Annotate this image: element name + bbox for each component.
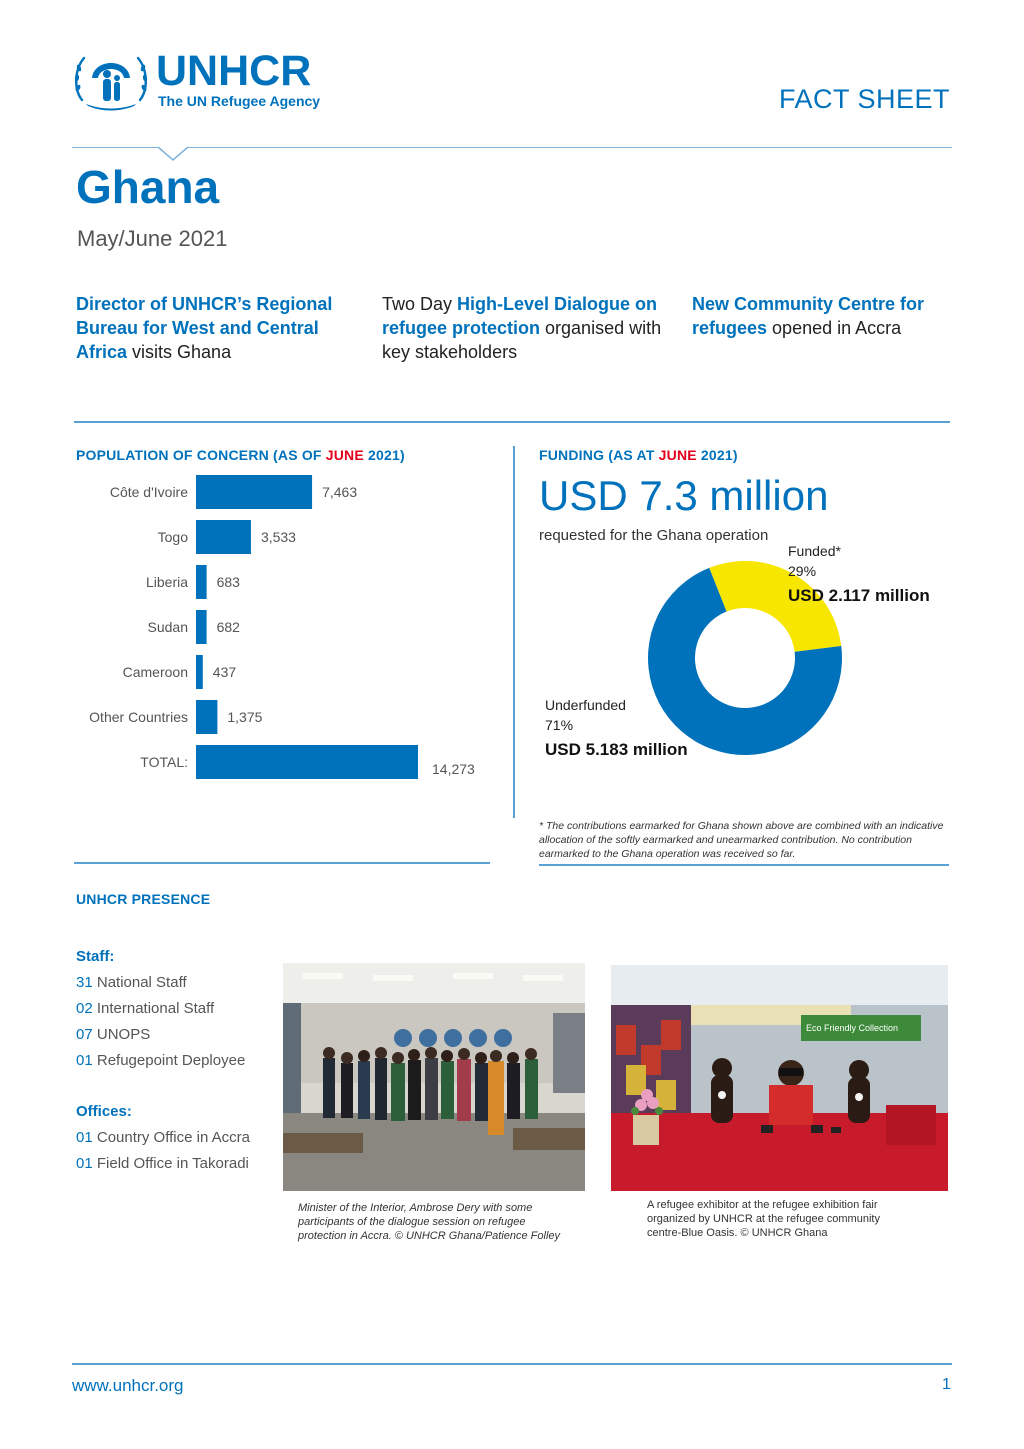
highlight-emphasis: High-Level Dialogue on refugee protection [382,294,658,338]
highlight-text: organised with key stakeholders [382,318,662,362]
presence-heading: UNHCR PRESENCE [76,891,211,907]
underfunded-label: Underfunded [545,697,626,713]
staff-count: 31 [76,974,93,991]
funding-subtitle: requested for the Ghana operation [539,527,769,544]
bar-value-label: 14,273 [432,761,475,777]
underfunded-amount: USD 5.183 million [545,740,688,759]
unhcr-logo [72,46,342,116]
list-item [76,1155,249,1172]
bar-category-label: Sudan [147,619,188,635]
list-item [76,1000,214,1017]
list-item [76,1052,245,1069]
document-type: FACT SHEET [778,84,950,114]
bar-5 [196,700,217,734]
heading-text: 2021) [363,447,405,463]
office-type: Field Office in Takoradi [92,1155,249,1172]
heading-text: POPULATION OF CONCERN (AS OF [76,447,326,463]
office-count: 01 [76,1155,93,1172]
logo-tagline: The UN Refugee Agency [158,93,321,109]
bar-category-label: Cameroon [122,664,188,680]
bar-1 [196,520,251,554]
staff-type: National Staff [92,974,187,991]
bar-value-label: 437 [212,664,237,680]
bar-2 [196,565,207,599]
funding-footnote: * The contributions earmarked for Ghana shown above are combined with an indicative allocation of the softly earmarked and unearmarked contribution. No contribution earmarked to the Ghana operation was received so far. [539,820,944,860]
donut-slice-funded [709,561,841,652]
highlight-emphasis: New Community Centre for refugees [692,294,925,338]
header-divider [72,147,952,148]
office-type: Country Office in Accra [92,1129,250,1146]
heading-text: 2021) [696,447,738,463]
highlight-3 [692,292,974,340]
list-item [76,974,187,991]
bar-category-label: TOTAL: [140,754,188,770]
column-divider [513,446,515,818]
bar-4 [196,655,203,689]
staff-type: Refugepoint Deployee [92,1052,246,1069]
funded-label: Funded* [788,543,841,559]
photo-caption-1: Minister of the Interior, Ambrose Dery with some participants of the dialogue session on refugee protection in Accra. © UNHCR Ghana/Patience Folley [298,1202,561,1242]
bar-category-label: Togo [157,529,188,545]
highlight-1 [76,292,366,364]
heading-text: FUNDING (AS AT [539,447,659,463]
highlight-text: opened in Accra [767,318,902,338]
bar-category-label: Other Countries [89,709,188,725]
bar-0 [196,475,312,509]
highlight-2 [382,292,664,364]
population-bar-chart [60,468,500,788]
highlight-text: visits Ghana [127,342,232,362]
bar-value-label: 1,375 [227,709,263,725]
highlight-text: Two Day [382,294,458,314]
bar-value-label: 683 [216,574,240,590]
unhcr-emblem-icon [72,48,150,110]
page-title: Ghana [76,161,220,213]
bar-6 [196,745,418,779]
funding-heading [539,447,738,463]
heading-month: JUNE [658,447,697,463]
staff-count: 07 [76,1026,93,1043]
bar-category-label: Côte d'Ivoire [109,484,188,500]
bar-value-label: 682 [216,619,240,635]
footer-website-link[interactable]: www.unhcr.org [72,1376,184,1395]
office-count: 01 [76,1129,93,1146]
funding-donut-chart [545,540,1020,770]
bar-value-label: 7,463 [322,484,358,500]
funded-amount: USD 2.117 million [788,586,930,605]
staff-count: 02 [76,1000,93,1017]
heading-month: JUNE [325,447,364,463]
population-heading [76,447,405,463]
page-number: 1 [942,1376,951,1393]
bar-value-label: 3,533 [260,529,296,545]
funded-percent: 29% [788,563,817,579]
staff-type: UNOPS [92,1026,151,1043]
list-item [76,1129,250,1146]
underfunded-percent: 71% [545,717,574,733]
offices-heading: Offices: [76,1103,132,1120]
bar-category-label: Liberia [145,574,188,590]
bar-3 [196,610,207,644]
photo-refugee-exhibitor [611,965,948,1191]
list-item [76,1026,150,1043]
staff-heading: Staff: [76,948,115,965]
exhibition-banner-text: Eco Friendly Collection [806,1023,899,1033]
staff-count: 01 [76,1052,93,1069]
highlight-emphasis: Director of UNHCR’s Regional Bureau for West and Central Africa [76,294,333,362]
section-divider [539,864,949,866]
staff-type: International Staff [92,1000,215,1017]
report-period: May/June 2021 [77,226,228,251]
photo-dialogue-session [283,963,585,1191]
section-divider [74,862,490,864]
section-divider [74,421,950,423]
funding-requested-amount: USD 7.3 million [539,472,829,519]
logo-wordmark: UNHCR [156,47,312,95]
photo-caption-2: A refugee exhibitor at the refugee exhibition fair organized by UNHCR at the refugee community centre-Blue Oasis. © UNHCR Ghana [647,1199,880,1239]
footer-divider [72,1363,952,1365]
